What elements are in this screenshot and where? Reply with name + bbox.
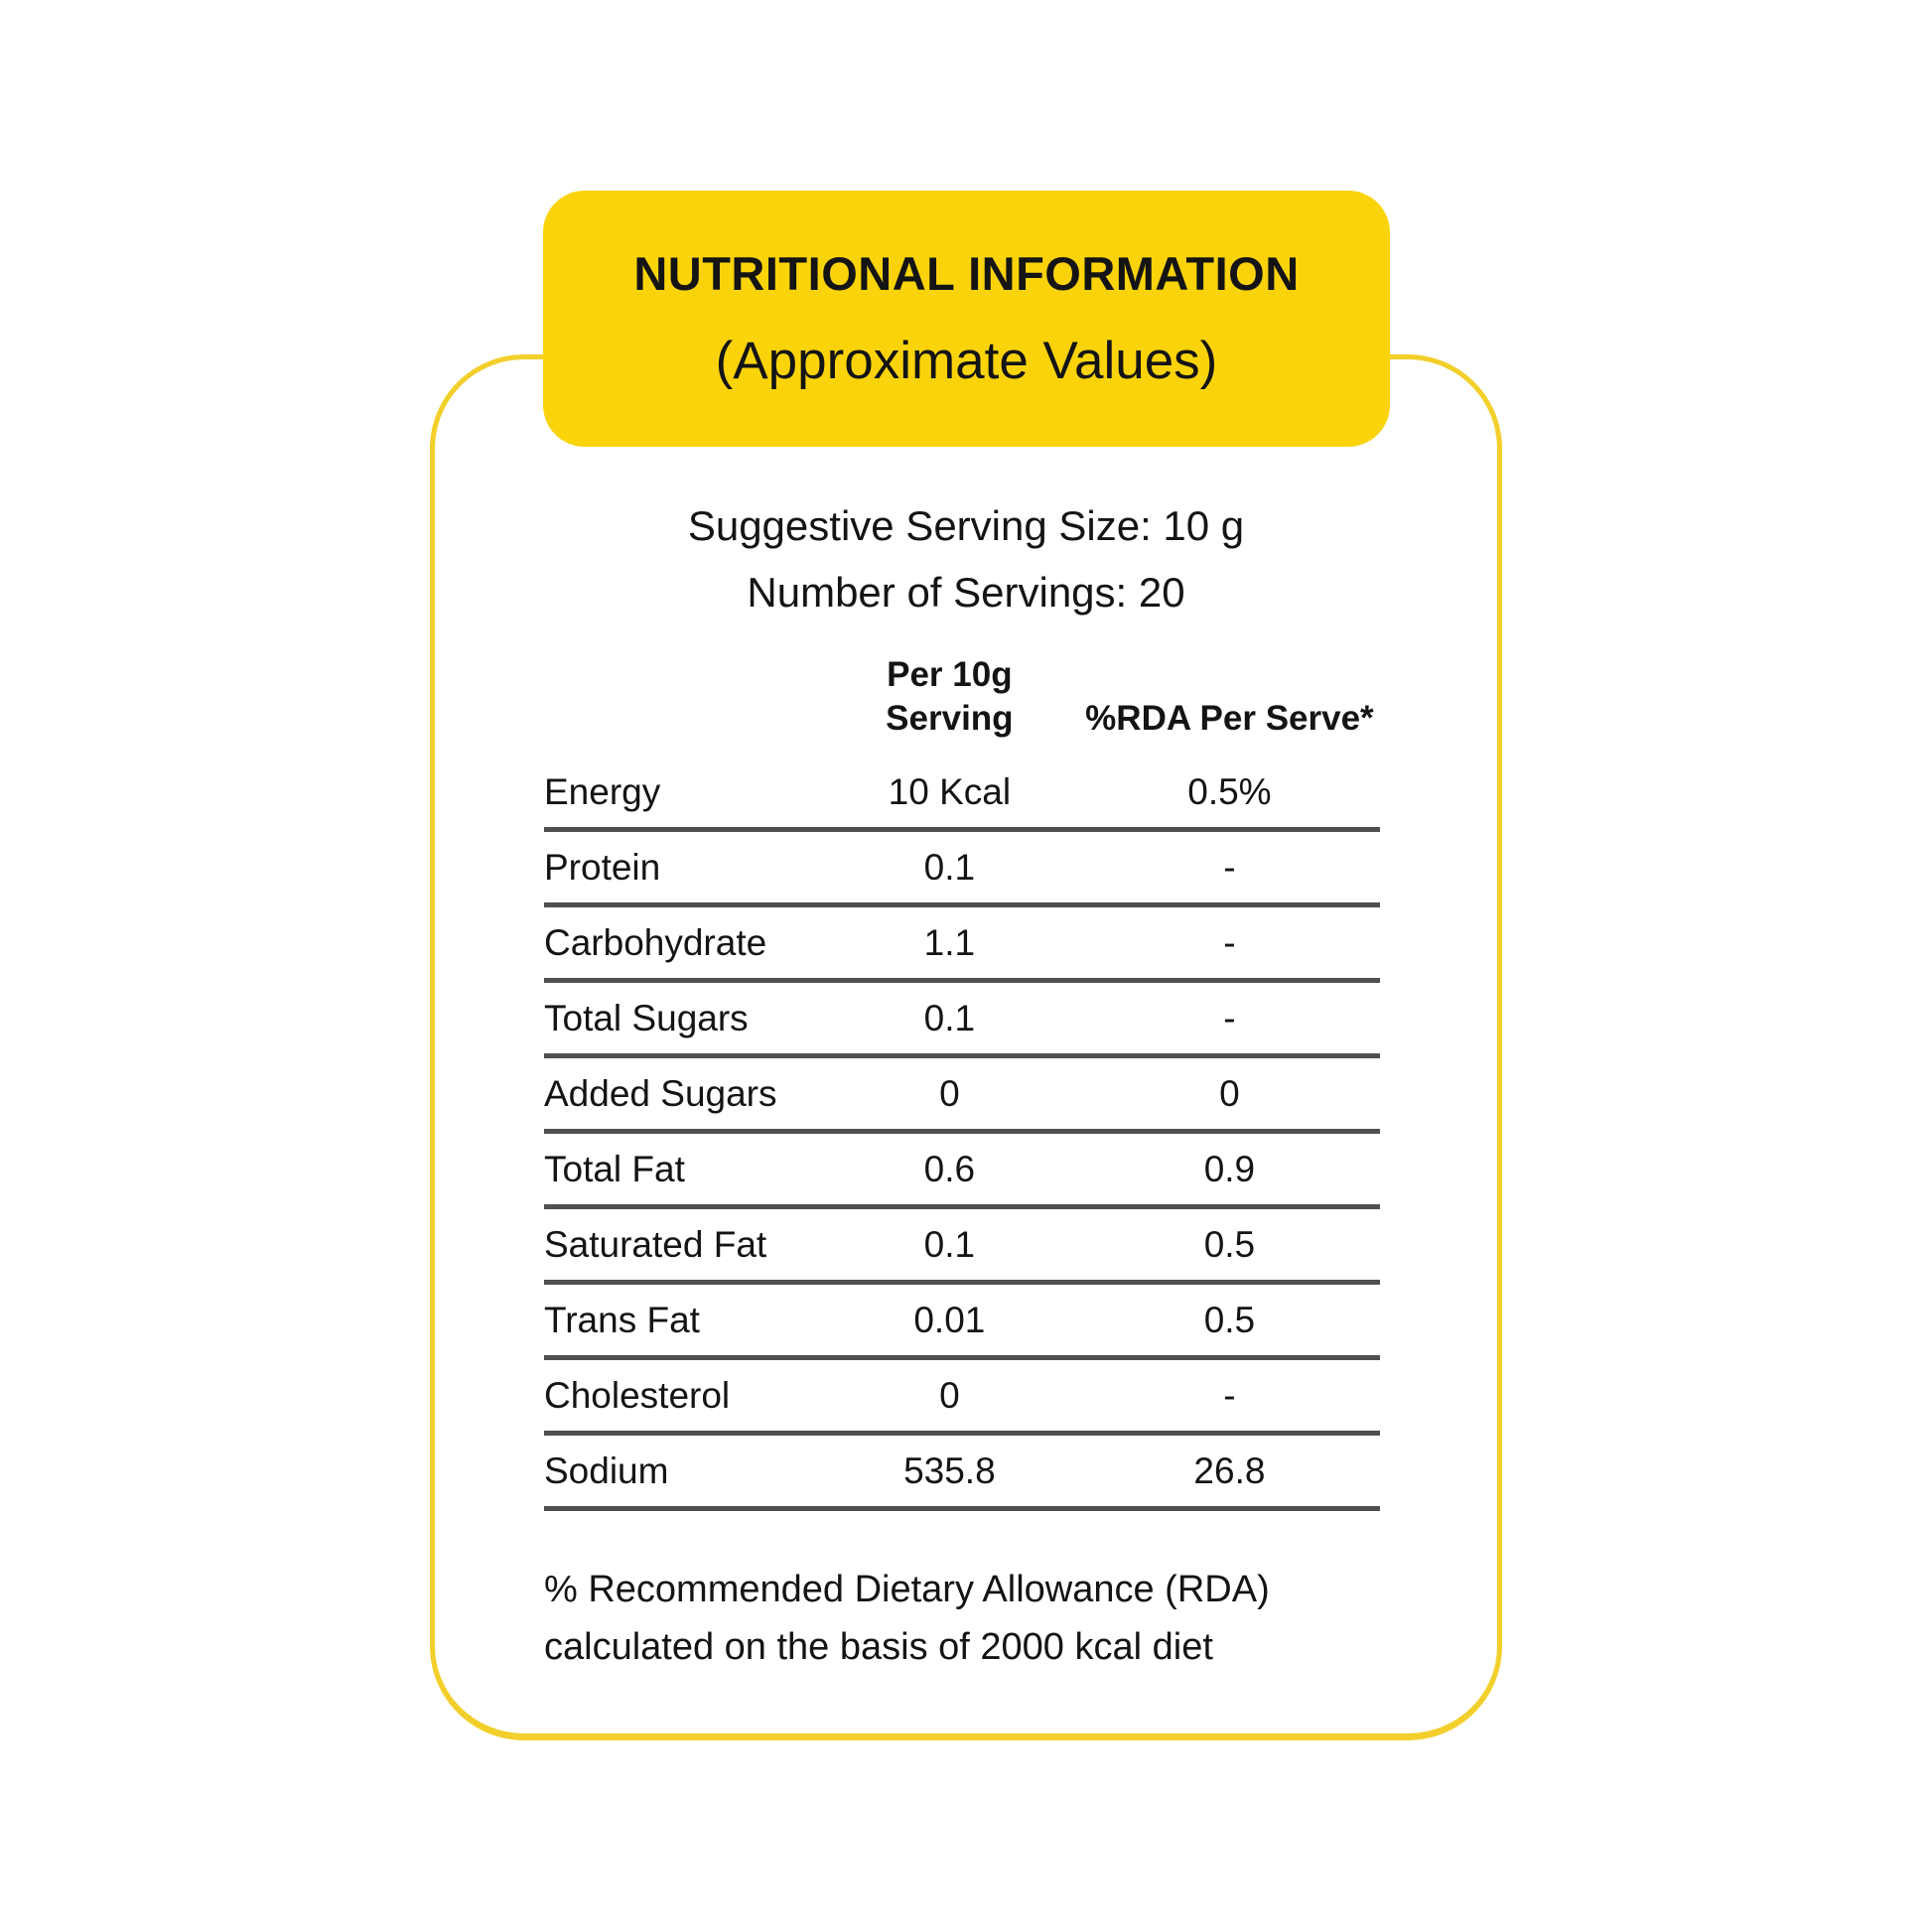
rda-footnote-line2: calculated on the basis of 2000 kcal diet xyxy=(544,1626,1213,1668)
serving-size-line: Suggestive Serving Size: 10 g xyxy=(687,502,1245,549)
row-rda-value: 0 xyxy=(1219,1072,1240,1114)
table-row xyxy=(544,983,1380,1058)
row-label: Total Sugars xyxy=(544,997,749,1038)
row-rda-value: 0.9 xyxy=(1203,1148,1256,1189)
row-rda-value: - xyxy=(1223,1374,1236,1416)
page-title: NUTRITIONAL INFORMATION xyxy=(633,247,1300,300)
row-label: Total Fat xyxy=(544,1148,685,1189)
row-serving-value: 10 Kcal xyxy=(888,770,1012,812)
table-body xyxy=(544,757,1380,1511)
row-rda-value: 0.5% xyxy=(1187,770,1272,812)
row-label: Sodium xyxy=(544,1449,669,1491)
table-row xyxy=(544,1058,1380,1134)
row-serving-value: 535.8 xyxy=(903,1449,996,1491)
row-serving-value: 0 xyxy=(939,1072,960,1114)
col-header-per-serving xyxy=(820,653,1079,741)
nutrition-table xyxy=(544,653,1380,1511)
row-label: Saturated Fat xyxy=(544,1223,767,1265)
row-rda-value: 26.8 xyxy=(1193,1449,1266,1491)
table-header xyxy=(544,653,1380,757)
col-header-per-serving-line2: Serving xyxy=(886,699,1014,738)
row-rda-value: - xyxy=(1223,997,1236,1038)
serving-info xyxy=(430,492,1502,625)
row-serving-value: 1.1 xyxy=(923,921,976,963)
table-row xyxy=(544,757,1380,832)
table-row xyxy=(544,1436,1380,1511)
page-subtitle: (Approximate Values) xyxy=(715,332,1218,390)
row-rda-value: 0.5 xyxy=(1203,1299,1256,1340)
row-rda-value: - xyxy=(1223,846,1236,888)
row-label: Cholesterol xyxy=(544,1374,731,1416)
row-label: Energy xyxy=(544,770,661,812)
servings-count-line: Number of Servings: 20 xyxy=(747,569,1185,616)
table-row xyxy=(544,1209,1380,1285)
table-row xyxy=(544,1285,1380,1360)
header-box xyxy=(543,191,1390,447)
table-row xyxy=(544,907,1380,983)
rda-footnote xyxy=(544,1561,1270,1676)
table-row xyxy=(544,1360,1380,1436)
row-serving-value: 0 xyxy=(939,1374,960,1416)
row-label: Added Sugars xyxy=(544,1072,777,1114)
table-row xyxy=(544,1134,1380,1209)
col-header-rda: %RDA Per Serve* xyxy=(1085,699,1374,738)
col-header-per-serving-line1: Per 10g xyxy=(887,655,1013,694)
row-serving-value: 0.1 xyxy=(923,997,976,1038)
row-rda-value: - xyxy=(1223,921,1236,963)
row-serving-value: 0.1 xyxy=(923,1223,976,1265)
row-label: Protein xyxy=(544,846,661,888)
row-rda-value: 0.5 xyxy=(1203,1223,1256,1265)
rda-footnote-line1: % Recommended Dietary Allowance (RDA) xyxy=(544,1569,1270,1610)
table-row xyxy=(544,832,1380,907)
row-serving-value: 0.6 xyxy=(923,1148,976,1189)
row-serving-value: 0.1 xyxy=(923,846,976,888)
row-label: Trans Fat xyxy=(544,1299,700,1340)
row-serving-value: 0.01 xyxy=(913,1299,986,1340)
row-label: Carbohydrate xyxy=(544,921,767,963)
